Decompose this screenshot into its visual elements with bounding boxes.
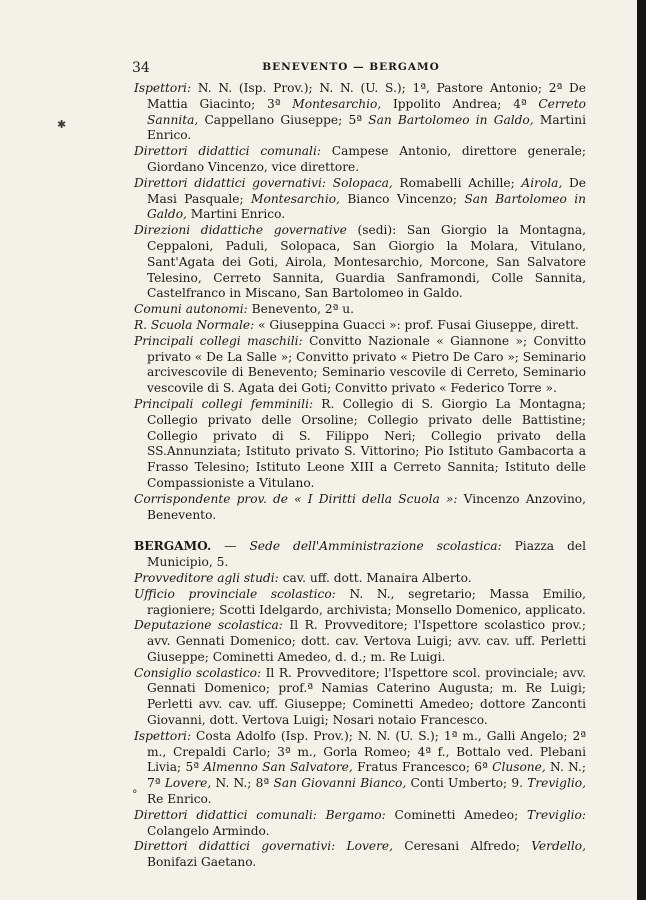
entry-label: Direttori didattici governativi: <box>134 839 336 854</box>
entry-label: Direzioni didattiche governative <box>134 223 347 238</box>
entry-label: Ispettori: <box>134 728 192 743</box>
entry-place: San Bartolomeo in Galdo, <box>147 191 586 222</box>
entry-place: Verdello, <box>531 839 586 854</box>
entry <box>134 839 586 871</box>
entry-place: Airola, <box>521 175 563 190</box>
section-title: BERGAMO. <box>134 539 212 554</box>
entry-text: Martini Enrico. <box>147 112 586 143</box>
entry-text: Ippolito Andrea; 4ª <box>381 96 539 111</box>
entry-label: Direttori didattici comunali: <box>134 144 321 159</box>
entry-text: Bianco Vincenzo; <box>339 191 465 206</box>
entry-label: R. Scuola Normale: <box>134 317 255 332</box>
entry-text: Il R. Provveditore; l'Ispettore scol. provinciale; avv. Gennati Domenico; prof.ª Namias Caterino Augusta; m. Re Luigi; Perletti avv. cav. uff. Giuseppe; Cominetti Amedeo; dottore Zanconti Giovanni, dott. Vertova Luigi; Nosari notaio Francesco. <box>147 665 587 728</box>
entry <box>134 729 586 808</box>
entry-text: Benevento, 2ª u. <box>247 302 354 317</box>
entry-label: Consiglio scolastico: <box>134 665 262 680</box>
seat-label: Sede dell'Amministrazione scolastica: <box>249 539 502 554</box>
entry-text: Conti Umberto; 9. <box>406 776 528 791</box>
entry-label: Provveditore agli studi: <box>134 570 279 585</box>
entry <box>134 808 586 840</box>
entry-place: Montesarchio, <box>251 191 340 206</box>
entry-text: Ceresani Alfredo; <box>392 839 532 854</box>
entry-text: Convitto Nazionale « Giannone »; Convitto privato « De La Salle »; Convitto privato « Pietro De Caro »; Seminario arcivescovile di Benevento; Seminario vescovile di Cerreto, Seminario vescovile di S. Agata dei Goti; Convitto privato « Federico Torre ». <box>147 333 586 396</box>
header-title: BENEVENTO — BERGAMO <box>262 61 440 73</box>
benevento-section <box>134 81 586 523</box>
entry-place: Clusone, <box>492 760 546 775</box>
entry-place: Almenno San Salvatore, <box>203 760 353 775</box>
entry-label: Direttori didattici governativi: <box>134 175 327 190</box>
entry-place: San Giovanni Bianco, <box>273 776 407 791</box>
entry-text: N. N., segretario; Massa Emilio, ragioniere; Scotti Idelgardo, archivista; Monsello Domenico, applicato. <box>147 586 587 617</box>
entry-place: San Bartolomeo in Galdo, <box>368 112 534 127</box>
entry-text: « Giuseppina Guacci »: prof. Fusai Giuseppe, dirett. <box>254 317 579 332</box>
entry-text: N. N. (Isp. Prov.); N. N. (U. S.); 1ª, Pastore Antonio; 2ª De Mattia Giacinto; 3ª <box>147 81 586 111</box>
entry <box>134 176 586 223</box>
entry-text: Il R. Provveditore; l'Ispettore scolastico prov.; avv. Gennati Domenico; dott. cav. Vertova Luigi; avv. cav. uff. Perletti Giuseppe; Cominetti Amedeo, d. d.; m. Re Luigi. <box>147 618 586 664</box>
entry <box>134 492 586 524</box>
entry-label: Ispettori: <box>134 81 192 95</box>
entry-text: Bonifazi Gaetano. <box>147 855 257 870</box>
entry-place: Montesarchio, <box>292 96 382 111</box>
entry-text: Colangelo Armindo. <box>147 823 270 838</box>
entry-text: N. N.; 7ª <box>147 760 586 791</box>
bergamo-entries <box>134 571 586 871</box>
entry <box>134 618 586 665</box>
entry <box>134 587 586 619</box>
entry-label: Principali collegi maschili: <box>134 333 303 348</box>
entry-label: Comuni autonomi: <box>134 302 248 317</box>
entry-place: Lovere, <box>335 839 393 854</box>
entry-label: Direttori didattici comunali: <box>134 807 317 822</box>
entry <box>134 302 586 318</box>
bergamo-section <box>134 539 586 871</box>
ink-speck: ✱ <box>57 118 67 131</box>
entry-place: Treviglio: <box>527 807 586 822</box>
entry <box>134 397 586 492</box>
entry <box>134 223 586 302</box>
entry <box>134 144 586 176</box>
entry-label: Principali collegi femminili: <box>134 396 314 411</box>
entry-text: De Masi Pasquale; <box>147 175 587 206</box>
page-body <box>134 81 586 871</box>
bergamo-heading-line: BERGAMO. — Sede dell'Amministrazione scolastica: Piazza del Municipio, 5. <box>134 539 586 570</box>
entry <box>134 318 586 334</box>
seat-value: Piazza del Municipio, 5. <box>147 539 586 570</box>
entry-place: Lovere, <box>164 776 212 791</box>
running-header <box>116 60 586 80</box>
entry-label: Ufficio provinciale scolastico: <box>134 586 336 601</box>
entry-text: (sedi): San Giorgio la Montagna, Ceppaloni, Paduli, Solopaca, San Giorgio la Molara, Vitulano, Sant'Agata dei Goti, Airola, Montesarchio, Morcone, San Salvatore Telesino, Cerreto Sannita, Guardia Sanframondi, Colle Sannita, Castelfranco in Miscano, San Bartolomeo in Galdo. <box>147 223 586 301</box>
entry-text: cav. uff. dott. Manaira Alberto. <box>278 570 472 585</box>
entry-label: Deputazione scolastica: <box>134 618 283 633</box>
entry <box>134 666 586 729</box>
entry-text: Romabelli Achille; <box>392 175 522 190</box>
entry <box>134 571 586 587</box>
page-edge-shadow <box>637 0 646 900</box>
entry-label: Corrispondente prov. de « I Diritti della Scuola »: <box>134 491 458 506</box>
page-number: 34 <box>132 60 150 76</box>
entry-text: Fratus Francesco; 6ª <box>352 760 493 775</box>
entry-text: Re Enrico. <box>147 792 212 807</box>
ink-speck: ° <box>132 788 138 801</box>
entry-text: Costa Adolfo (Isp. Prov.); N. N. (U. S.); 1ª m., Galli Angelo; 2ª m., Crepaldi Carlo; 3ª m., Gorla Romeo; 4ª f., Bottalo ved. Plebani Livia; 5ª <box>147 728 586 775</box>
entry-text: Cominetti Amedeo; <box>385 807 527 822</box>
entry-place: Cerreto Sannita, <box>147 96 586 127</box>
entry-place: Treviglio, <box>527 776 586 791</box>
entry-text: N. N.; 8ª <box>211 776 274 791</box>
entry <box>134 81 586 144</box>
entry-place: Solopaca, <box>326 175 393 190</box>
entry <box>134 334 586 397</box>
entry-text: R. Collegio di S. Giorgio La Montagna; Collegio privato delle Orsoline; Collegio privato delle Battistine; Collegio privato di S. Filippo Neri; Collegio privato della SS.Annunziata; Istituto privato S. Vittorino; Pio Istituto Gambacorta a Frasso Telesino; Istituto Leone XIII a Cerreto Sannita; Istituto delle Compassioniste a Vitulano. <box>147 396 586 490</box>
entry-text: Cappellano Giuseppe; 5ª <box>198 112 369 127</box>
entry-place: Bergamo: <box>316 807 386 822</box>
entry-text: Vincenzo Anzovino, Benevento. <box>147 491 587 522</box>
entry-text: Martini Enrico. <box>186 207 286 222</box>
entry-text: Campese Antonio, direttore generale; Giordano Vincenzo, vice direttore. <box>147 144 586 174</box>
